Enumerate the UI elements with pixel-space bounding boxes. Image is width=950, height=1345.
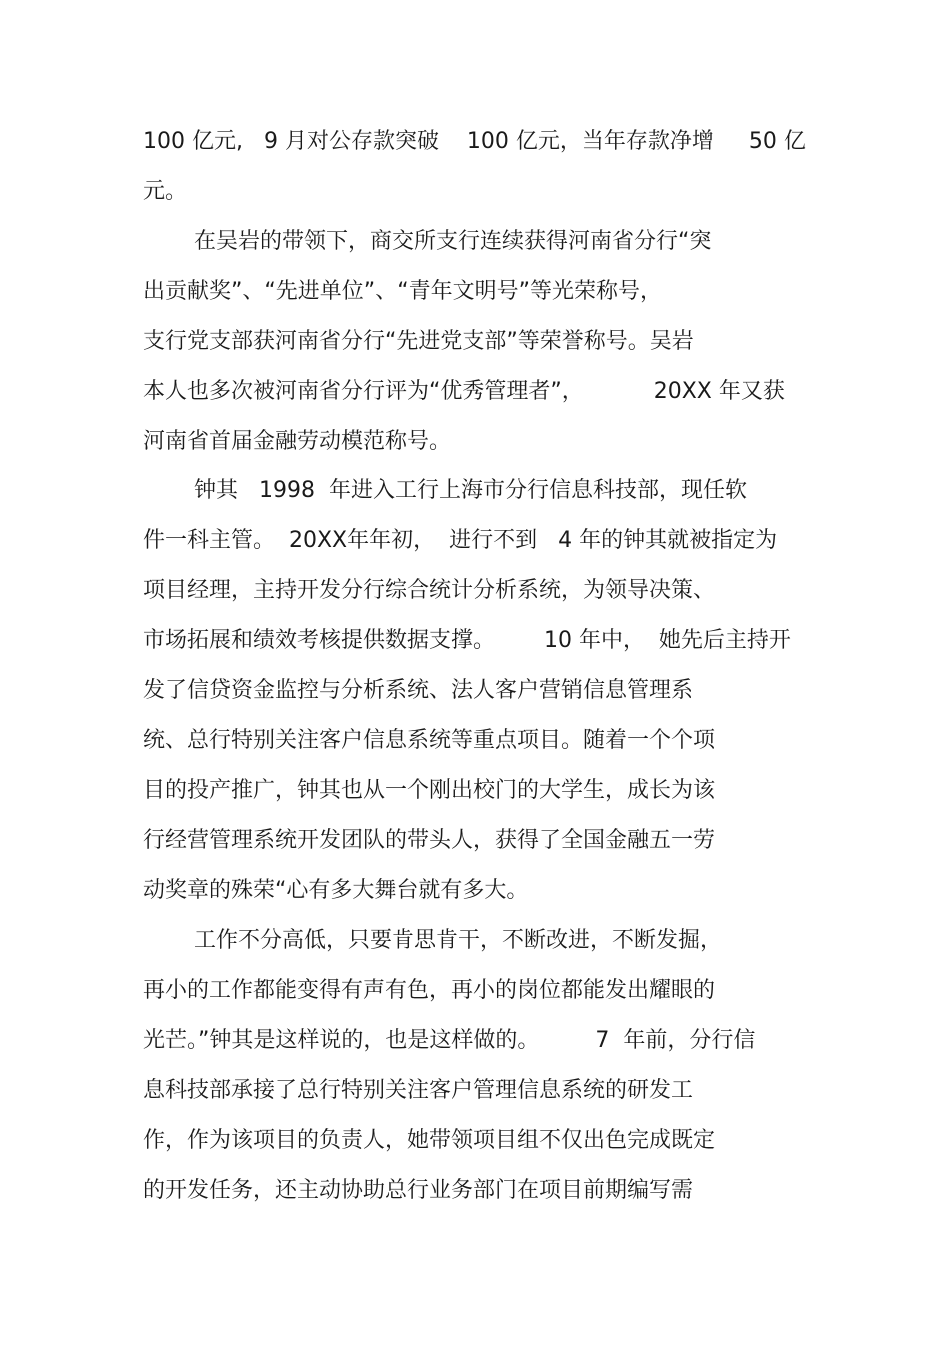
text-line: 目的投产推广，钟其也从一个刚出校门的大学生，成长为该	[143, 778, 716, 803]
text-line: 发了信贷资金监控与分析系统、法人客户营销信息管理系	[143, 678, 694, 703]
text-line: 光芒。”钟其是这样说的，也是这样做的。 7 年前，分行信	[143, 1028, 756, 1053]
text-line: 钟其 1998 年进入工行上海市分行信息科技部，现任软	[194, 478, 747, 503]
text-line: 100 亿元, 9 月对公存款突破 100 亿元，当年存款净增 50 亿	[143, 129, 806, 154]
text-line: 的开发任务，还主动协助总行业务部门在项目前期编写需	[143, 1178, 694, 1203]
text-line: 动奖章的殊荣“心有多大舞台就有多大。	[143, 878, 529, 903]
text-line: 支行党支部获河南省分行“先进党支部”等荣誉称号。吴岩	[143, 329, 694, 354]
text-line: 出贡献奖”、“先进单位”、“青年文明号”等光荣称号，	[143, 279, 662, 304]
text-line: 统、总行特别关注客户信息系统等重点项目。随着一个个项	[143, 728, 716, 753]
text-line: 元。	[143, 179, 188, 204]
text-line: 本人也多次被河南省分行评为“优秀管理者”， 20XX 年又获	[143, 379, 785, 404]
text-line: 行经营管理系统开发团队的带头人，获得了全国金融五一劳	[143, 828, 716, 853]
text-line: 作，作为该项目的负责人，她带领项目组不仅出色完成既定	[143, 1128, 716, 1153]
text-line: 息科技部承接了总行特别关注客户管理信息系统的研发工	[143, 1078, 694, 1103]
text-line: 再小的工作都能变得有声有色，再小的岗位都能发出耀眼的	[143, 978, 716, 1003]
text-line: 项目经理，主持开发分行综合统计分析系统，为领导决策、	[143, 578, 716, 603]
text-line: 在吴岩的带领下，商交所支行连续获得河南省分行“突	[194, 229, 712, 254]
text-line: 市场拓展和绩效考核提供数据支撑。 10 年中， 她先后主持开	[143, 628, 791, 653]
text-line: 件一科主管。 20XX年年初， 进行不到 4 年的钟其就被指定为	[143, 528, 778, 553]
text-line: 河南省首届金融劳动模范称号。	[143, 429, 452, 454]
text-line: 工作不分高低，只要肯思肯干，不断改进，不断发掘，	[194, 928, 723, 953]
